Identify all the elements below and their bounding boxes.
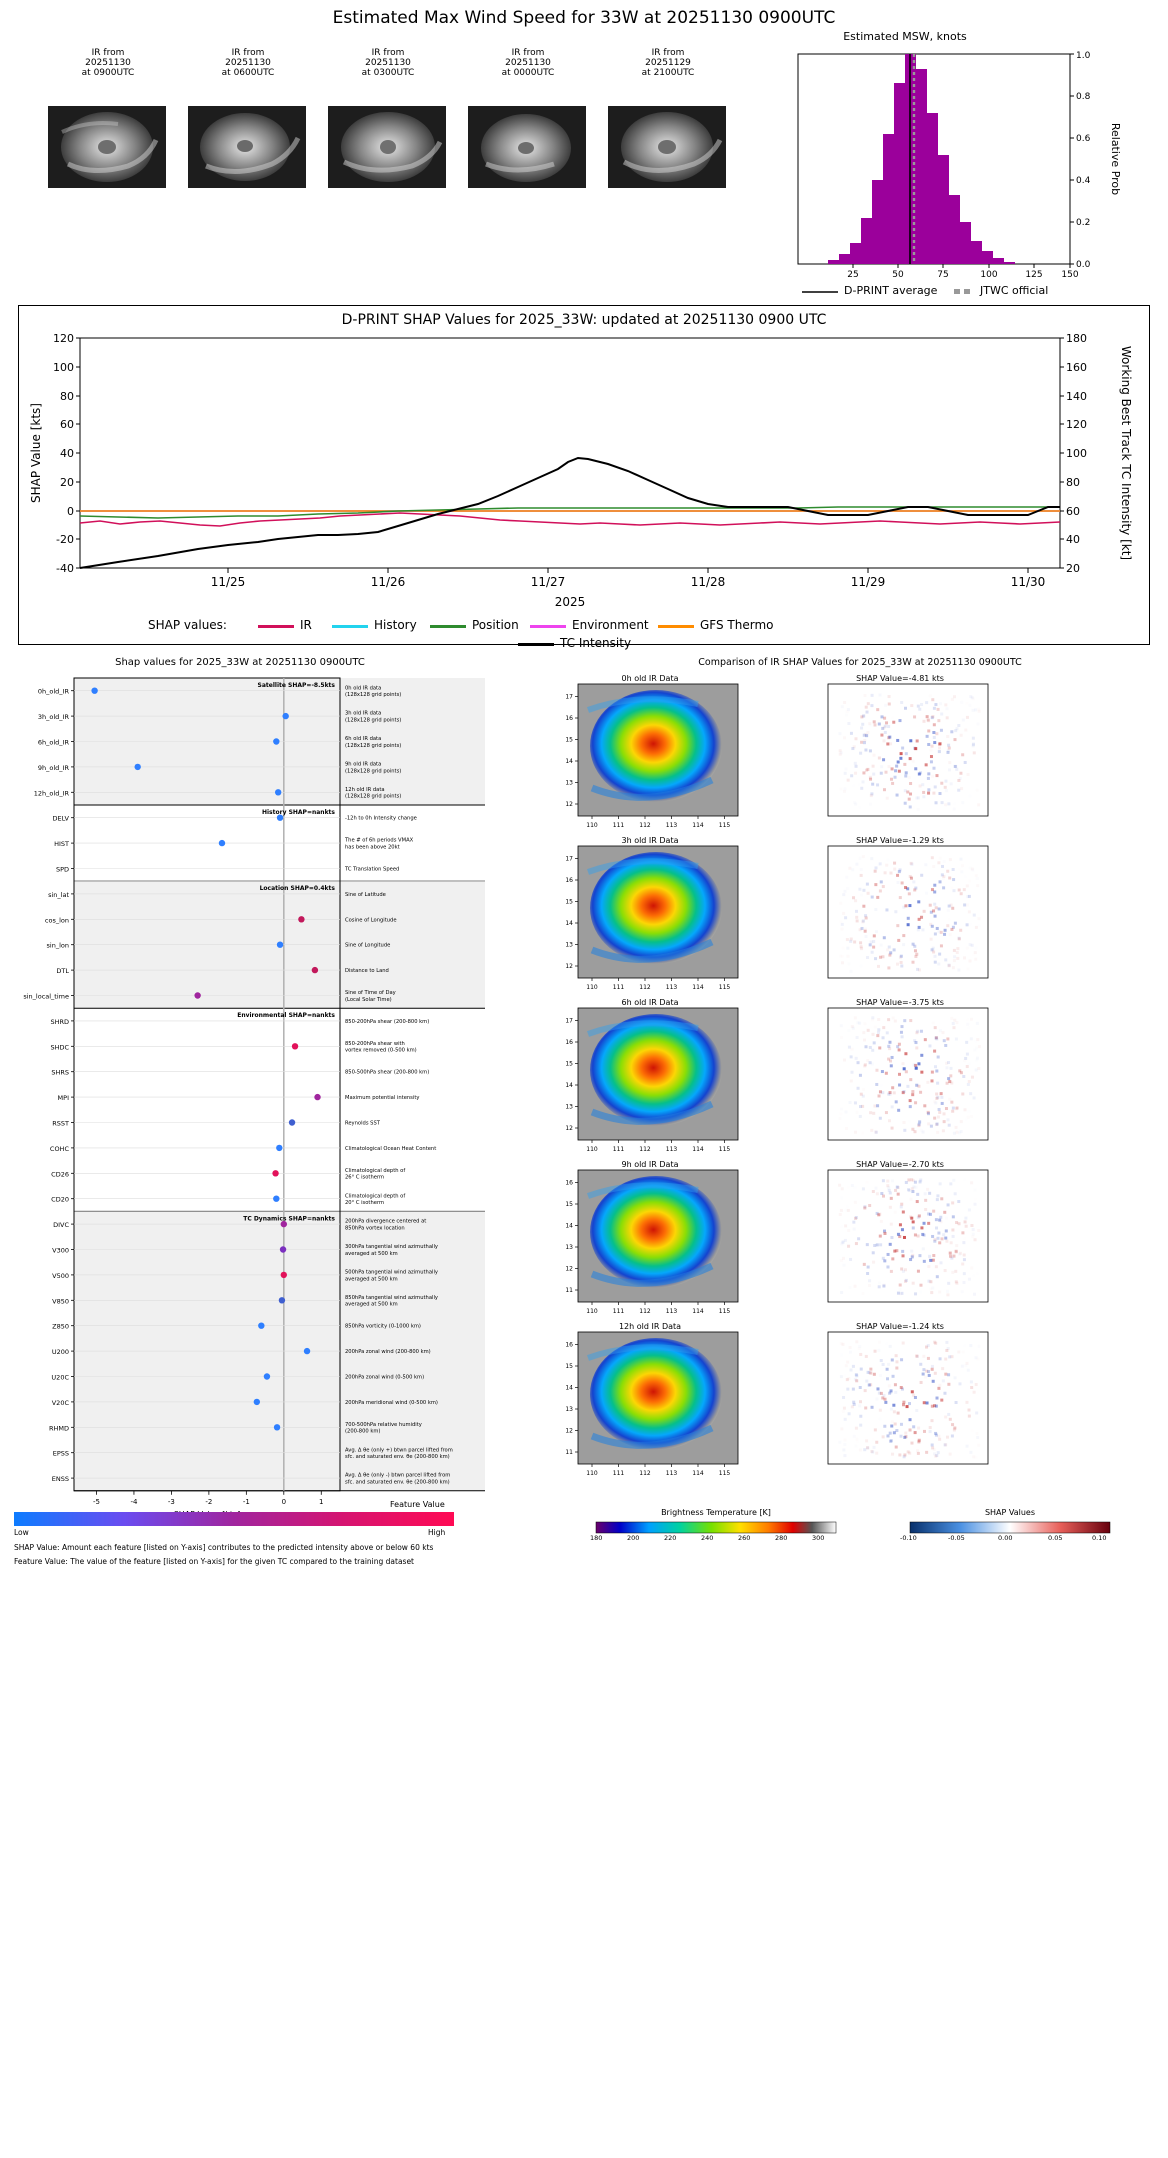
svg-text:15: 15	[565, 1060, 573, 1068]
bt-tick: 260	[738, 1534, 751, 1542]
svg-text:0.0: 0.0	[1076, 260, 1091, 270]
shap-timeseries-title: D-PRINT SHAP Values for 2025_33W: updated at 20251130 0900 UTC	[341, 312, 827, 328]
svg-text:13: 13	[565, 779, 573, 787]
legend-swatch-gfsthermo	[658, 625, 694, 629]
bt-tick: 200	[627, 1534, 640, 1542]
svg-text:16: 16	[565, 715, 573, 722]
svg-text:0: 0	[281, 1497, 287, 1506]
legend-swatch-position	[430, 625, 466, 629]
ir-thumb-caption-line1: IR from	[651, 48, 685, 58]
svg-text:200hPa zonal wind (200-800 km): 200hPa zonal wind (200-800 km)	[345, 1349, 431, 1356]
svg-text:40: 40	[1066, 533, 1080, 546]
ir-thumb-caption-line1: IR from	[231, 48, 265, 58]
svg-text:13: 13	[565, 941, 573, 949]
svg-text:115: 115	[718, 984, 731, 991]
svg-text:CD26: CD26	[51, 1170, 69, 1179]
ir-thumb-caption-line2: 20251130	[85, 58, 131, 68]
svg-text:14: 14	[565, 1082, 573, 1089]
svg-text:114: 114	[692, 1308, 704, 1315]
bt-tick: 220	[664, 1534, 677, 1542]
svg-text:11/25: 11/25	[210, 575, 246, 589]
svg-text:12: 12	[565, 1427, 573, 1435]
svg-text:SHAP Value=-1.29 kts: SHAP Value=-1.29 kts	[856, 836, 944, 845]
svg-text:Climatological depth of: Climatological depth of	[345, 1193, 406, 1200]
svg-text:12h_old_IR: 12h_old_IR	[33, 789, 69, 798]
ir-compare-grid	[560, 668, 1160, 1498]
svg-text:MPI: MPI	[57, 1094, 69, 1103]
svg-text:sin_local_time: sin_local_time	[23, 992, 69, 1001]
svg-text:180: 180	[1066, 332, 1087, 345]
svg-text:111: 111	[612, 984, 625, 991]
svg-text:150: 150	[1061, 270, 1079, 280]
svg-text:averaged at 500 km: averaged at 500 km	[345, 1276, 398, 1283]
svg-text:ENSS: ENSS	[51, 1475, 69, 1484]
svg-text:TC Translation Speed: TC Translation Speed	[345, 866, 400, 873]
svg-text:120: 120	[53, 332, 74, 345]
svg-text:11/27: 11/27	[530, 575, 566, 589]
svg-text:20: 20	[1066, 562, 1080, 575]
svg-text:12h old IR data: 12h old IR data	[345, 786, 385, 793]
svg-text:History SHAP=nankts: History SHAP=nankts	[261, 809, 335, 816]
svg-text:14: 14	[565, 920, 573, 927]
svg-text:SHAP Value=-3.75 kts: SHAP Value=-3.75 kts	[856, 998, 944, 1007]
svg-text:0: 0	[67, 505, 74, 518]
legend-swatch-environment	[530, 625, 566, 629]
svg-text:113: 113	[665, 1146, 678, 1153]
svg-text:U200: U200	[51, 1348, 69, 1357]
ir-thumb-caption-line2: 20251130	[225, 58, 271, 68]
svg-text:RSST: RSST	[52, 1119, 69, 1128]
ir-thumb-caption-line3: at 2100UTC	[641, 68, 695, 78]
svg-text:112: 112	[639, 1470, 651, 1477]
svg-text:(128x128 grid points): (128x128 grid points)	[345, 692, 402, 699]
svg-text:-20: -20	[56, 533, 74, 546]
svg-text:112: 112	[639, 822, 651, 829]
svg-text:1: 1	[319, 1497, 324, 1506]
svg-text:SHRD: SHRD	[50, 1017, 69, 1026]
svg-text:200hPa zonal wind (0-500 km): 200hPa zonal wind (0-500 km)	[345, 1374, 425, 1381]
svg-text:850-200hPa shear with: 850-200hPa shear with	[345, 1040, 405, 1047]
ir-thumb-caption	[188, 48, 308, 78]
ir-thumb-caption-line1: IR from	[91, 48, 125, 58]
svg-text:sin_lat: sin_lat	[48, 890, 69, 899]
colorbar-low-label: Low	[14, 1528, 29, 1537]
svg-text:SHAP Value [kts]: SHAP Value [kts]	[29, 403, 43, 503]
feature-value-colorbar-label: Feature Value	[390, 1500, 445, 1509]
ir-thumb-image	[608, 106, 726, 188]
svg-text:sfc. and saturated env. θe (20: sfc. and saturated env. θe (200-800 km)	[345, 1479, 450, 1486]
svg-text:RHMD: RHMD	[48, 1424, 69, 1433]
legend-swatch-history	[332, 625, 368, 629]
svg-text:200hPa divergence centered at: 200hPa divergence centered at	[345, 1218, 427, 1225]
msw-legend-jtwc: JTWC official	[980, 284, 1049, 297]
svg-text:20: 20	[60, 476, 74, 489]
svg-text:Maximum potential intensity: Maximum potential intensity	[345, 1095, 420, 1102]
svg-text:V850: V850	[52, 1297, 69, 1306]
svg-text:6h_old_IR: 6h_old_IR	[37, 738, 69, 747]
svg-text:14: 14	[565, 758, 573, 765]
svg-text:13: 13	[565, 1406, 573, 1413]
svg-text:12: 12	[565, 963, 573, 970]
svg-text:9h old IR Data: 9h old IR Data	[621, 1160, 679, 1169]
ir-compare-title: Comparison of IR SHAP Values for 2025_33W at 20251130 0900UTC	[698, 657, 1022, 668]
svg-text:114: 114	[692, 822, 704, 829]
svg-text:114: 114	[692, 1470, 704, 1477]
svg-text:6h old IR Data: 6h old IR Data	[621, 998, 679, 1007]
svg-text:-1: -1	[242, 1497, 250, 1506]
svg-text:0.2: 0.2	[1076, 218, 1091, 228]
ir-thumb-caption-line2: 20251130	[505, 58, 551, 68]
svg-text:Sine of Latitude: Sine of Latitude	[345, 891, 386, 898]
svg-text:vortex removed (0-500 km): vortex removed (0-500 km)	[345, 1047, 417, 1054]
svg-text:80: 80	[60, 390, 74, 403]
svg-text:11/29: 11/29	[850, 575, 886, 589]
svg-text:15: 15	[565, 898, 573, 906]
svg-text:9h old IR data: 9h old IR data	[345, 761, 382, 768]
svg-text:110: 110	[586, 1308, 598, 1315]
shap-values-colorbar-label: SHAP Values	[984, 1508, 1036, 1517]
legend-label-gfsthermo: GFS Thermo	[700, 618, 774, 632]
svg-text:Sine of Longitude: Sine of Longitude	[345, 942, 391, 949]
svg-text:Z850: Z850	[52, 1322, 69, 1331]
svg-text:700-500hPa relative humidity: 700-500hPa relative humidity	[345, 1421, 422, 1428]
svg-text:100: 100	[1066, 447, 1087, 460]
svg-text:0h old IR data: 0h old IR data	[345, 685, 382, 692]
svg-text:40: 40	[60, 447, 74, 460]
svg-text:Satellite SHAP=-8.5kts: Satellite SHAP=-8.5kts	[257, 682, 335, 689]
svg-text:has been above 20kt: has been above 20kt	[345, 844, 400, 851]
ir-thumb-caption-line2: 20251129	[645, 58, 691, 68]
svg-text:112: 112	[639, 1308, 651, 1315]
shap-tick: -0.05	[948, 1534, 965, 1542]
svg-text:100: 100	[980, 270, 998, 280]
svg-text:-5: -5	[92, 1497, 100, 1506]
footnote-feature-value: Feature Value: The value of the feature [listed on Y-axis] for the given TC compared to the training dataset	[14, 1557, 415, 1566]
ir-thumb-caption-line3: at 0000UTC	[501, 68, 555, 78]
shap-timeseries-plot	[18, 330, 1150, 610]
svg-text:0h old IR Data: 0h old IR Data	[621, 674, 679, 683]
svg-text:(128x128 grid points): (128x128 grid points)	[345, 717, 402, 724]
svg-text:-3: -3	[167, 1497, 175, 1506]
svg-text:111: 111	[612, 1308, 625, 1315]
svg-text:115: 115	[718, 1308, 731, 1315]
svg-text:SHAP Value=-4.81 kts: SHAP Value=-4.81 kts	[856, 674, 944, 683]
svg-text:16: 16	[565, 1341, 573, 1349]
colorbar-high-label: High	[428, 1528, 446, 1537]
svg-text:SHAP Value=-1.24 kts: SHAP Value=-1.24 kts	[856, 1322, 944, 1331]
svg-text:0.8: 0.8	[1076, 92, 1091, 102]
svg-text:0.4: 0.4	[1076, 176, 1091, 186]
svg-text:EPSS: EPSS	[52, 1449, 69, 1458]
svg-text:-12h to 0h Intensity change: -12h to 0h Intensity change	[345, 815, 417, 822]
svg-text:(200-800 km): (200-800 km)	[345, 1428, 381, 1435]
svg-text:115: 115	[718, 1146, 731, 1153]
shap-tick: 0.10	[1092, 1534, 1107, 1542]
svg-text:TC Dynamics SHAP=nankts: TC Dynamics SHAP=nankts	[243, 1215, 335, 1223]
svg-text:Reynolds SST: Reynolds SST	[345, 1120, 380, 1127]
svg-text:110: 110	[586, 822, 598, 829]
svg-text:12h old IR Data: 12h old IR Data	[618, 1322, 682, 1331]
svg-text:15: 15	[565, 736, 573, 744]
svg-text:SHAP Value=-2.70 kts: SHAP Value=-2.70 kts	[856, 1160, 944, 1169]
legend-label-tcintensity: TC Intensity	[560, 636, 632, 650]
msw-histogram-title: Estimated MSW, knots	[843, 30, 967, 43]
svg-text:sin_lon: sin_lon	[46, 941, 69, 950]
svg-text:3h old IR data: 3h old IR data	[345, 710, 382, 717]
svg-text:125: 125	[1025, 270, 1043, 280]
svg-text:17: 17	[565, 855, 573, 863]
svg-text:110: 110	[586, 1146, 598, 1153]
svg-text:16: 16	[565, 1179, 573, 1187]
ir-thumb-caption-line3: at 0900UTC	[81, 68, 135, 78]
bt-tick: 240	[701, 1534, 714, 1542]
brightness-temperature-colorbar-label: Brightness Temperature [K]	[661, 1508, 771, 1517]
svg-text:120: 120	[1066, 418, 1087, 431]
svg-text:CD20: CD20	[51, 1195, 69, 1204]
svg-text:Avg. Δ θe (only +) btwn parcel: Avg. Δ θe (only +) btwn parcel lifted from	[345, 1447, 453, 1454]
svg-text:The # of 6h periods VMAX: The # of 6h periods VMAX	[345, 837, 414, 844]
svg-text:115: 115	[718, 822, 731, 829]
svg-text:2025: 2025	[554, 595, 586, 609]
svg-text:26° C isotherm: 26° C isotherm	[345, 1174, 385, 1181]
svg-text:100: 100	[53, 361, 74, 374]
svg-text:DTL: DTL	[56, 967, 69, 976]
svg-text:50: 50	[892, 270, 904, 280]
svg-text:-4: -4	[130, 1497, 138, 1506]
svg-text:Distance to Land: Distance to Land	[345, 968, 389, 975]
svg-text:DELV: DELV	[52, 814, 69, 823]
svg-text:0.6: 0.6	[1076, 134, 1091, 144]
svg-text:113: 113	[665, 822, 678, 829]
msw-legend-dprint: D-PRINT average	[844, 284, 938, 297]
svg-text:60: 60	[1066, 505, 1080, 518]
svg-text:Working Best Track TC Intensit: Working Best Track TC Intensity [kt]	[1119, 345, 1133, 561]
svg-text:Climatological Ocean Heat Cont: Climatological Ocean Heat Content	[345, 1145, 437, 1152]
svg-text:SHRS: SHRS	[51, 1068, 69, 1077]
ir-thumb-caption	[608, 48, 728, 78]
ir-thumb-image	[328, 106, 446, 188]
svg-text:13: 13	[565, 1103, 573, 1111]
svg-text:Avg. Δ θe (only -) btwn parcel: Avg. Δ θe (only -) btwn parcel lifted from	[345, 1472, 451, 1479]
svg-text:averaged at 500 km: averaged at 500 km	[345, 1250, 398, 1257]
bt-tick: 300	[812, 1534, 825, 1542]
ir-thumb-image	[188, 106, 306, 188]
svg-text:20° C isotherm: 20° C isotherm	[345, 1200, 385, 1207]
svg-text:850hPa vortex location: 850hPa vortex location	[345, 1225, 405, 1232]
msw-histogram-plot	[740, 46, 1160, 296]
ir-thumb-caption	[328, 48, 448, 78]
svg-text:160: 160	[1066, 361, 1087, 374]
svg-text:113: 113	[665, 984, 678, 991]
ir-thumb-caption-line3: at 0300UTC	[361, 68, 415, 78]
svg-text:SPD: SPD	[55, 865, 69, 874]
svg-text:115: 115	[718, 1470, 731, 1477]
svg-text:12: 12	[565, 1125, 573, 1132]
ir-thumb-caption-line1: IR from	[371, 48, 405, 58]
svg-text:114: 114	[692, 984, 704, 991]
svg-text:111: 111	[612, 1470, 625, 1477]
svg-text:11/28: 11/28	[690, 575, 726, 589]
svg-text:3h old IR Data: 3h old IR Data	[621, 836, 679, 845]
legend-swatch-tcintensity	[518, 643, 554, 647]
legend-label-environment: Environment	[572, 618, 649, 632]
svg-text:(128x128 grid points): (128x128 grid points)	[345, 768, 402, 775]
svg-text:14: 14	[565, 1384, 573, 1392]
svg-text:112: 112	[639, 984, 651, 991]
svg-text:1.0: 1.0	[1076, 51, 1091, 61]
svg-text:Relative Prob: Relative Prob	[1109, 122, 1122, 196]
svg-text:850-500hPa shear (200-800 km): 850-500hPa shear (200-800 km)	[345, 1069, 430, 1076]
svg-text:Environmental SHAP=nankts: Environmental SHAP=nankts	[237, 1012, 335, 1020]
svg-text:60: 60	[60, 418, 74, 431]
msw-histogram-panel	[740, 30, 1160, 300]
ir-thumb-image	[468, 106, 586, 188]
bt-tick: 180	[590, 1534, 603, 1542]
ir-thumb-caption-line2: 20251130	[365, 58, 411, 68]
svg-text:Location SHAP=0.4kts: Location SHAP=0.4kts	[259, 885, 335, 893]
svg-text:cos_lon: cos_lon	[44, 916, 69, 925]
legend-title: SHAP values:	[148, 618, 227, 632]
footnote-shap-value: SHAP Value: Amount each feature [listed on Y-axis] contributes to the predicted intensity above or below 60 kts	[14, 1543, 434, 1552]
legend-label-ir: IR	[300, 618, 312, 632]
svg-text:3h_old_IR: 3h_old_IR	[37, 713, 69, 722]
svg-text:sfc. and saturated env. θe (20: sfc. and saturated env. θe (200-800 km)	[345, 1454, 450, 1461]
legend-swatch-ir	[258, 625, 294, 629]
shap-dotplot-title: Shap values for 2025_33W at 20251130 0900UTC	[115, 657, 365, 668]
page-title: Estimated Max Wind Speed for 33W at 20251130 0900UTC	[332, 8, 836, 28]
svg-text:(Local Solar Time): (Local Solar Time)	[345, 996, 392, 1003]
ir-thumb-caption-line3: at 0600UTC	[221, 68, 275, 78]
legend-label-history: History	[374, 618, 417, 632]
svg-text:11/30: 11/30	[1010, 575, 1046, 589]
svg-text:112: 112	[639, 1146, 651, 1153]
svg-text:HIST: HIST	[54, 840, 69, 849]
svg-text:SHDC: SHDC	[50, 1043, 69, 1052]
svg-text:9h_old_IR: 9h_old_IR	[37, 763, 69, 772]
svg-text:110: 110	[586, 1470, 598, 1477]
svg-text:75: 75	[937, 270, 949, 280]
svg-text:Cosine of Longitude: Cosine of Longitude	[345, 917, 397, 924]
svg-text:12: 12	[565, 801, 573, 808]
svg-text:0h_old_IR: 0h_old_IR	[37, 687, 69, 696]
svg-text:(128x128 grid points): (128x128 grid points)	[345, 742, 402, 749]
svg-text:15: 15	[565, 1201, 573, 1208]
shap-tick: 0.00	[998, 1534, 1013, 1542]
shap-timeseries-legend	[18, 618, 1150, 650]
svg-text:Sine of Time of Day: Sine of Time of Day	[345, 990, 396, 997]
svg-text:-2: -2	[205, 1497, 213, 1506]
svg-text:V20C: V20C	[51, 1398, 69, 1407]
svg-text:(128x128 grid points): (128x128 grid points)	[345, 793, 402, 800]
ir-thumbnail-strip	[48, 48, 748, 238]
svg-text:11/26: 11/26	[370, 575, 406, 589]
svg-text:25: 25	[847, 270, 859, 280]
svg-text:U20C: U20C	[51, 1373, 69, 1382]
ir-thumb-image	[48, 106, 166, 188]
svg-text:114: 114	[692, 1146, 704, 1153]
svg-text:-40: -40	[56, 562, 74, 575]
svg-text:200hPa meridional wind (0-500: 200hPa meridional wind (0-500 km)	[345, 1399, 438, 1406]
svg-text:17: 17	[565, 693, 573, 701]
svg-text:300hPa tangential wind azimuth: 300hPa tangential wind azimuthally	[345, 1244, 438, 1251]
svg-text:850hPa vorticity (0-1000 km): 850hPa vorticity (0-1000 km)	[345, 1323, 421, 1330]
svg-text:13: 13	[565, 1244, 573, 1251]
svg-text:850-200hPa shear (200-800 km): 850-200hPa shear (200-800 km)	[345, 1018, 430, 1025]
svg-text:12: 12	[565, 1265, 573, 1273]
bt-tick: 280	[775, 1534, 788, 1542]
svg-text:850hPa tangential wind azimuth: 850hPa tangential wind azimuthally	[345, 1294, 438, 1301]
svg-text:Climatological depth of: Climatological depth of	[345, 1167, 406, 1174]
svg-text:113: 113	[665, 1308, 678, 1315]
shap-tick: -0.10	[900, 1534, 917, 1542]
svg-text:111: 111	[612, 822, 625, 829]
ir-thumb-caption	[468, 48, 588, 78]
svg-text:COHC: COHC	[49, 1144, 69, 1153]
shap-tick: 0.05	[1048, 1534, 1063, 1542]
feature-value-colorbar	[14, 1512, 484, 1534]
svg-text:11: 11	[565, 1449, 573, 1456]
svg-text:110: 110	[586, 984, 598, 991]
svg-text:averaged at 500 km: averaged at 500 km	[345, 1301, 398, 1308]
svg-text:DIVC: DIVC	[53, 1221, 69, 1230]
svg-text:16: 16	[565, 1039, 573, 1046]
svg-text:15: 15	[565, 1363, 573, 1370]
svg-text:11: 11	[565, 1287, 573, 1294]
svg-text:V300: V300	[52, 1246, 69, 1255]
svg-text:111: 111	[612, 1146, 625, 1153]
svg-text:500hPa tangential wind azimuth: 500hPa tangential wind azimuthally	[345, 1269, 438, 1276]
svg-text:17: 17	[565, 1017, 573, 1025]
legend-label-position: Position	[472, 618, 519, 632]
ir-thumb-caption-line1: IR from	[511, 48, 545, 58]
svg-text:80: 80	[1066, 476, 1080, 489]
svg-text:14: 14	[565, 1222, 573, 1230]
svg-text:113: 113	[665, 1470, 678, 1477]
ir-thumb-caption	[48, 48, 168, 78]
svg-text:V500: V500	[52, 1271, 69, 1280]
svg-text:16: 16	[565, 877, 573, 884]
svg-text:140: 140	[1066, 390, 1087, 403]
svg-text:6h old IR data: 6h old IR data	[345, 736, 382, 743]
